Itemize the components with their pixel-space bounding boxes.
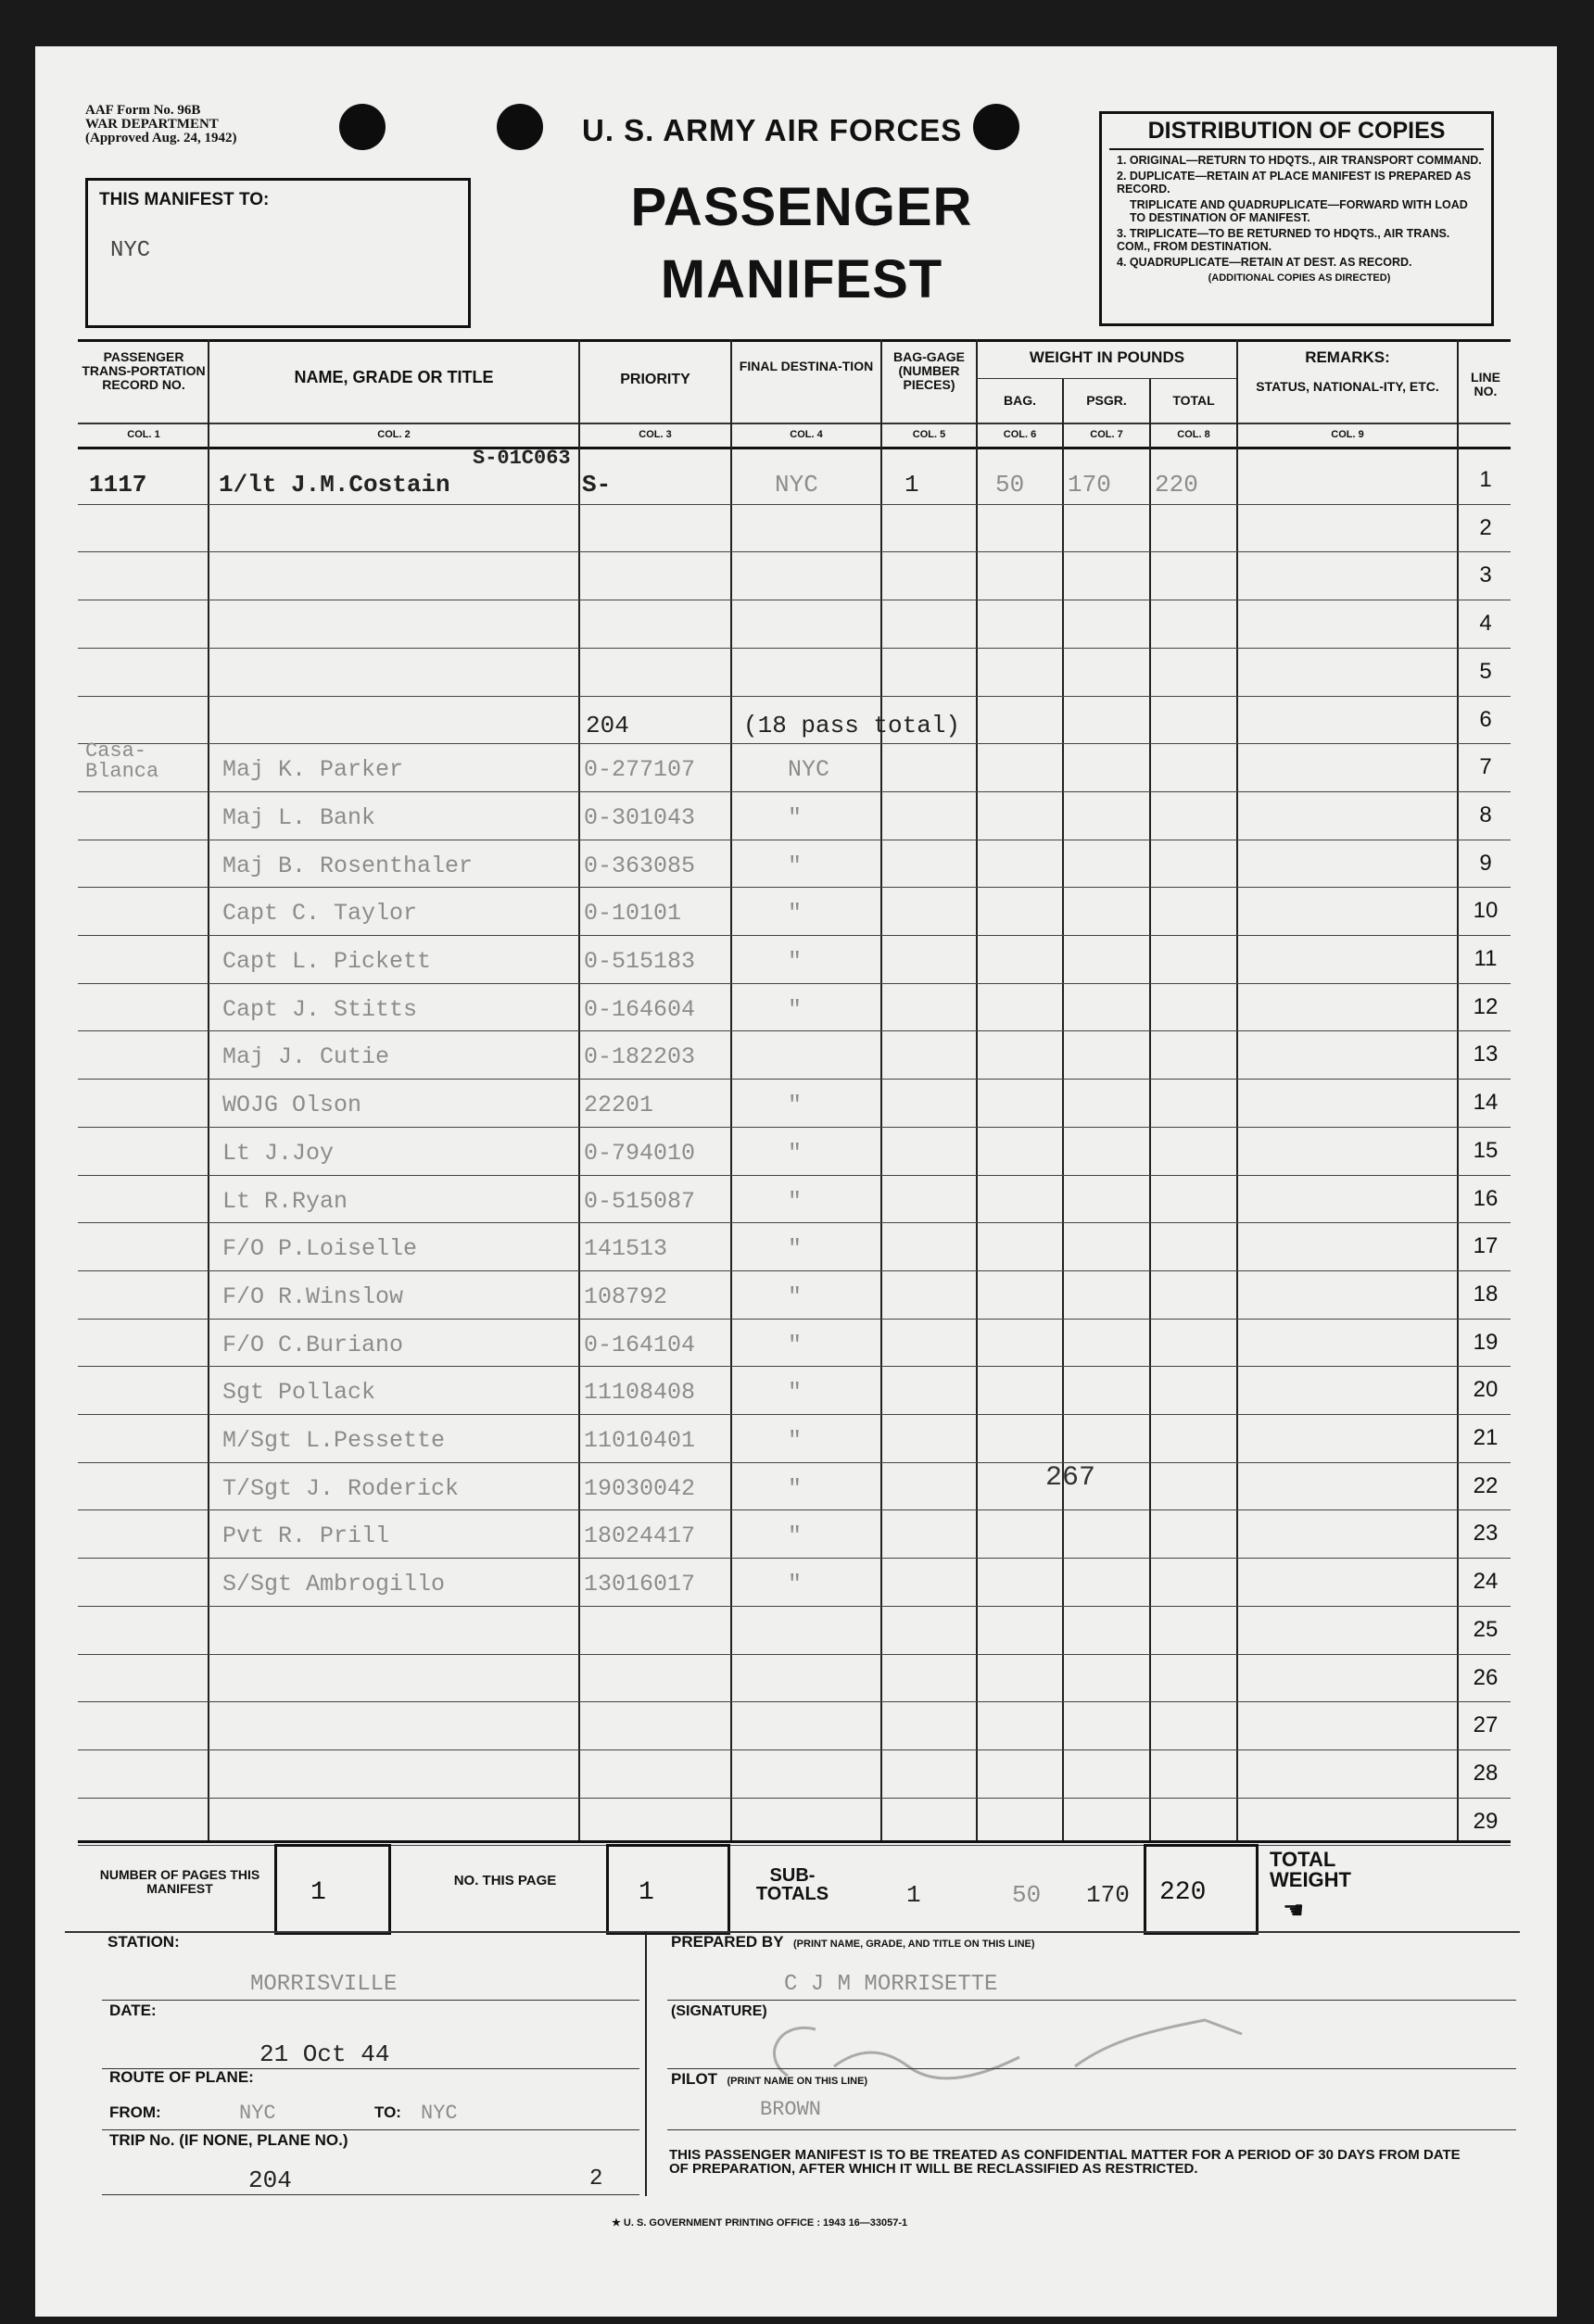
row-line — [78, 1558, 1511, 1559]
row-line — [78, 791, 1511, 792]
passenger-name: F/O R.Winslow — [222, 1282, 404, 1310]
line-number: 6 — [1479, 706, 1492, 732]
trip-note-priority: 204 — [586, 712, 629, 739]
form-info — [85, 104, 237, 145]
distribution-item: 1. ORIGINAL—RETURN TO HDQTS., AIR TRANSPORT COMMAND. — [1117, 154, 1482, 167]
row-line — [78, 696, 1511, 697]
passenger-destination: " — [788, 803, 803, 831]
header-divider — [78, 423, 1511, 424]
row-line — [78, 1127, 1511, 1128]
pilot-block — [671, 2070, 867, 2089]
passenger-destination: " — [788, 852, 803, 879]
passenger-priority: 0-182203 — [584, 1043, 696, 1071]
line-number: 22 — [1473, 1472, 1499, 1498]
distribution-item: 2. DUPLICATE—RETAIN AT PLACE MANIFEST IS PREPARED AS RECORD. — [1117, 170, 1472, 196]
row1-record-no: 1117 — [89, 471, 147, 499]
passenger-destination: " — [788, 900, 803, 928]
this-page-value: 1 — [639, 1878, 654, 1907]
to-label: TO: — [374, 2103, 401, 2121]
pilot-label: PILOT — [671, 2070, 718, 2088]
row-line — [78, 504, 1511, 505]
line-number: 2 — [1479, 514, 1492, 540]
route-label: ROUTE OF PLANE: — [109, 2068, 254, 2086]
line-number: 20 — [1473, 1377, 1499, 1403]
col-divider — [1236, 339, 1238, 1840]
header-col4: FINAL DESTINA-TION — [739, 359, 874, 373]
total-weight-label: TOTAL WEIGHT — [1270, 1848, 1351, 1891]
origin-note-line: Blanca — [85, 760, 159, 783]
line-number: 14 — [1473, 1090, 1499, 1116]
passenger-name: F/O P.Loiselle — [222, 1235, 418, 1263]
line-number: 24 — [1473, 1569, 1499, 1595]
col-number: COL. 5 — [912, 429, 946, 440]
col-divider — [208, 339, 209, 1840]
signature-line — [667, 2068, 1516, 2069]
distribution-item: 3. TRIPLICATE—TO BE RETURNED TO HDQTS., AIR TRANS. COM., FROM DESTINATION. — [1117, 227, 1450, 253]
manifest-to-value: NYC — [110, 238, 151, 263]
pages-value: 1 — [310, 1878, 326, 1907]
agency-title: U. S. ARMY AIR FORCES — [582, 113, 963, 147]
passenger-name: Lt J.Joy — [222, 1139, 335, 1167]
col-number: COL. 2 — [377, 429, 411, 440]
row-line — [78, 1030, 1511, 1031]
row1-priority: S- — [582, 471, 612, 499]
passenger-priority: 108792 — [584, 1282, 668, 1310]
passenger-priority: 13016017 — [584, 1571, 696, 1598]
footer-col-divider — [645, 1931, 647, 2196]
passenger-destination: " — [788, 1187, 803, 1215]
row-line — [78, 1462, 1511, 1463]
line-number: 27 — [1473, 1712, 1499, 1738]
distribution-item: TRIPLICATE AND QUADRUPLICATE—FORWARD WITH LOAD TO DESTINATION OF MANIFEST. — [1130, 198, 1468, 224]
line-number: 23 — [1473, 1521, 1499, 1547]
line-number: 17 — [1473, 1233, 1499, 1259]
row-line — [78, 935, 1511, 936]
title-passenger: PASSENGER — [630, 177, 973, 237]
row1-bag-weight: 50 — [995, 471, 1025, 499]
row-line — [78, 1175, 1511, 1176]
prepared-label: PREPARED BY — [671, 1933, 784, 1951]
line-number: 21 — [1473, 1425, 1499, 1450]
passenger-priority: 0-164604 — [584, 995, 696, 1023]
manifest-to-box — [85, 178, 471, 328]
station-label: STATION: — [108, 1933, 180, 1951]
row-line — [78, 1222, 1511, 1223]
trip-label: TRIP No. (IF NONE, PLANE NO.) — [109, 2131, 348, 2149]
col-number: COL. 8 — [1177, 429, 1210, 440]
col-divider — [1457, 339, 1459, 1840]
row1-destination: NYC — [775, 471, 818, 499]
line-number: 5 — [1479, 658, 1492, 684]
line-number: 15 — [1473, 1137, 1499, 1163]
passenger-priority: 0-363085 — [584, 852, 696, 879]
passenger-destination: " — [788, 995, 803, 1023]
passenger-destination: " — [788, 1474, 803, 1502]
trip-value: 204 — [248, 2166, 292, 2194]
weight-subheader-line — [976, 378, 1236, 379]
row-line — [78, 983, 1511, 984]
trip-line — [102, 2194, 639, 2195]
row-line — [78, 1798, 1511, 1799]
passenger-name: S/Sgt Ambrogillo — [222, 1571, 446, 1598]
col-divider — [730, 339, 732, 1840]
passenger-name: F/O C.Buriano — [222, 1331, 404, 1358]
manifest-to-label: THIS MANIFEST TO: — [99, 190, 270, 209]
header-line-no: LINE NO. — [1471, 370, 1500, 398]
passenger-destination: " — [788, 948, 803, 975]
col-number: COL. 6 — [1003, 429, 1037, 440]
form-department: WAR DEPARTMENT — [85, 117, 219, 132]
row-line — [78, 1414, 1511, 1415]
row1-serial: S-01C063 — [473, 447, 571, 470]
line-number: 3 — [1479, 562, 1492, 588]
passenger-destination: " — [788, 1427, 803, 1454]
line-number: 13 — [1473, 1042, 1499, 1067]
passenger-priority: 0-301043 — [584, 803, 696, 831]
row-line — [78, 1509, 1511, 1510]
header-col5: BAG-GAGE (NUMBER PIECES) — [893, 349, 965, 392]
line-number: 26 — [1473, 1664, 1499, 1690]
passenger-priority: 19030042 — [584, 1474, 696, 1502]
col-number: COL. 3 — [639, 429, 672, 440]
header-col8: TOTAL — [1172, 393, 1215, 408]
passenger-name: Capt C. Taylor — [222, 900, 418, 928]
row-line — [78, 1749, 1511, 1750]
pointing-hand-icon: ☚ — [1283, 1896, 1305, 1924]
header-col2: NAME, GRADE OR TITLE — [294, 368, 494, 386]
row-line — [78, 887, 1511, 888]
line-number: 19 — [1473, 1329, 1499, 1355]
passenger-destination: " — [788, 1092, 803, 1119]
prepared-note: (PRINT NAME, GRADE, AND TITLE ON THIS LINE) — [793, 1939, 1035, 1950]
passenger-name: WOJG Olson — [222, 1092, 362, 1119]
col-divider — [1149, 378, 1151, 1840]
header-col6: BAG. — [1004, 393, 1036, 408]
this-page-box — [606, 1844, 730, 1935]
header-col9: STATUS, NATIONAL-ITY, ETC. — [1256, 379, 1439, 394]
colnum-divider — [78, 447, 1511, 449]
pilot-line — [667, 2129, 1516, 2130]
subtotal-bag: 50 — [1012, 1881, 1042, 1909]
passenger-name: Maj L. Bank — [222, 803, 376, 831]
line-number: 9 — [1479, 850, 1492, 876]
passenger-priority: 0-10101 — [584, 900, 682, 928]
line-number: 10 — [1473, 898, 1499, 924]
row-line — [78, 1366, 1511, 1367]
row1-name: 1/lt J.M.Costain — [219, 471, 450, 499]
header-weight: WEIGHT IN POUNDS — [1029, 348, 1185, 366]
line-number: 16 — [1473, 1185, 1499, 1211]
pages-box — [274, 1844, 391, 1935]
passenger-destination: " — [788, 1522, 803, 1550]
subtotals-label: SUB-TOTALS — [755, 1865, 829, 1904]
prepared-line — [667, 2000, 1516, 2001]
row-line — [78, 1319, 1511, 1320]
passenger-priority: 0-515087 — [584, 1187, 696, 1215]
passenger-name: T/Sgt J. Roderick — [222, 1474, 460, 1502]
origin-note — [85, 741, 158, 782]
passenger-priority: 11010401 — [584, 1427, 696, 1454]
passenger-priority: 0-277107 — [584, 756, 696, 784]
row1-psgr-weight: 170 — [1068, 471, 1111, 499]
signature-label: (SIGNATURE) — [671, 2003, 767, 2019]
from-value: NYC — [239, 2102, 276, 2125]
col-number: COL. 4 — [790, 429, 823, 440]
line-number: 4 — [1479, 611, 1492, 637]
passenger-priority: 0-164104 — [584, 1331, 696, 1358]
row-line — [78, 1270, 1511, 1271]
origin-note-line: Casa- — [85, 739, 147, 763]
distribution-divider — [1109, 148, 1484, 150]
trip-note-destination: (18 pass total) — [743, 712, 961, 739]
table-bottom-border — [78, 1840, 1511, 1843]
trip-extra: 2 — [589, 2166, 603, 2191]
total-box — [1144, 1844, 1259, 1935]
table-top-border — [78, 339, 1511, 342]
row-line — [78, 551, 1511, 552]
passenger-name: M/Sgt L.Pessette — [222, 1427, 446, 1454]
station-line — [102, 2000, 639, 2001]
row-line — [78, 1654, 1511, 1655]
passenger-name: Maj K. Parker — [222, 756, 404, 784]
passenger-destination: NYC — [788, 756, 830, 784]
line-number: 7 — [1479, 754, 1492, 780]
this-page-label: NO. THIS PAGE — [453, 1873, 557, 1888]
line-number: 12 — [1473, 993, 1499, 1019]
punch-hole-1 — [339, 104, 386, 150]
row-line — [78, 1079, 1511, 1080]
col-number: COL. 7 — [1090, 429, 1123, 440]
confidential-notice: THIS PASSENGER MANIFEST IS TO BE TREATED AS CONFIDENTIAL MATTER FOR A PERIOD OF 30 DAYS FROM DATE OF PREPARATION, AFTER WHICH IT WILL BE RECLASSIFIED AS RESTRICTED. — [669, 2147, 1461, 2177]
pilot-note: (PRINT NAME ON THIS LINE) — [727, 2076, 868, 2087]
distribution-title: DISTRIBUTION OF COPIES — [1147, 118, 1446, 144]
passenger-name: Capt L. Pickett — [222, 948, 432, 975]
passenger-name: Maj B. Rosenthaler — [222, 852, 474, 879]
date-value: 21 Oct 44 — [259, 2040, 390, 2068]
subtotal-baggage: 1 — [906, 1881, 921, 1909]
row-line — [78, 743, 1511, 744]
line-number: 29 — [1473, 1808, 1499, 1834]
passenger-priority: 0-515183 — [584, 948, 696, 975]
col-number: COL. 9 — [1331, 429, 1364, 440]
from-label: FROM: — [109, 2103, 161, 2121]
line-number: 11 — [1474, 946, 1498, 971]
col-divider — [1062, 378, 1064, 1840]
row1-total-weight: 220 — [1155, 471, 1198, 499]
row-line — [78, 1606, 1511, 1607]
handwritten-total: 267 — [1045, 1462, 1096, 1494]
col-divider — [976, 339, 978, 1840]
line-number: 1 — [1479, 467, 1492, 492]
prepared-value: C J M MORRISETTE — [784, 1972, 998, 1997]
passenger-name: Pvt R. Prill — [222, 1522, 390, 1550]
passenger-priority: 22201 — [584, 1092, 654, 1119]
form-approved: (Approved Aug. 24, 1942) — [85, 131, 237, 145]
passenger-priority: 141513 — [584, 1235, 668, 1263]
passenger-priority: 0-794010 — [584, 1139, 696, 1167]
distribution-item: 4. QUADRUPLICATE—RETAIN AT DEST. AS RECORD. — [1117, 256, 1412, 269]
printer-line — [612, 2217, 907, 2229]
to-value: NYC — [421, 2102, 458, 2125]
title-manifest: MANIFEST — [660, 249, 943, 309]
passenger-priority: 11108408 — [584, 1379, 696, 1407]
subtotal-psgr: 170 — [1086, 1881, 1130, 1909]
distribution-box — [1099, 111, 1494, 326]
station-value: MORRISVILLE — [250, 1972, 398, 1997]
star-icon: ★ — [612, 2217, 624, 2229]
passenger-destination: " — [788, 1331, 803, 1358]
header-col3: PRIORITY — [620, 372, 690, 387]
pilot-value: BROWN — [760, 2098, 822, 2121]
col-divider — [880, 339, 882, 1840]
printer-text: U. S. GOVERNMENT PRINTING OFFICE : 1943 16—33057-1 — [623, 2217, 908, 2229]
distribution-item: (ADDITIONAL COPIES AS DIRECTED) — [1208, 272, 1391, 284]
row-line — [78, 1701, 1511, 1702]
header-remarks: REMARKS: — [1305, 348, 1390, 366]
passenger-name: Maj J. Cutie — [222, 1043, 390, 1071]
line-number: 18 — [1473, 1281, 1499, 1307]
passenger-destination: " — [788, 1571, 803, 1598]
row1-baggage: 1 — [905, 471, 919, 499]
passenger-destination: " — [788, 1379, 803, 1407]
header-col1: PASSENGER TRANS-PORTATION RECORD NO. — [82, 349, 206, 392]
punch-hole-2 — [497, 104, 543, 150]
subtotal-total: 220 — [1159, 1878, 1207, 1907]
header-col7: PSGR. — [1086, 393, 1127, 408]
line-number: 8 — [1479, 802, 1492, 827]
passenger-name: Lt R.Ryan — [222, 1187, 348, 1215]
col-divider — [578, 339, 580, 1840]
line-number: 28 — [1473, 1760, 1499, 1786]
passenger-destination: " — [788, 1235, 803, 1263]
col-number: COL. 1 — [127, 429, 160, 440]
form-number: AAF Form No. 96B — [85, 103, 201, 118]
row-line — [78, 648, 1511, 649]
prepared-block — [671, 1933, 1035, 1951]
punch-hole-3 — [973, 104, 1019, 150]
passenger-name: Sgt Pollack — [222, 1379, 376, 1407]
passenger-priority: 18024417 — [584, 1522, 696, 1550]
route-line — [102, 2129, 639, 2130]
pages-label: NUMBER OF PAGES THIS MANIFEST — [99, 1867, 260, 1896]
date-label: DATE: — [109, 2002, 157, 2019]
passenger-destination: " — [788, 1282, 803, 1310]
passenger-name: Capt J. Stitts — [222, 995, 418, 1023]
passenger-destination: " — [788, 1139, 803, 1167]
line-number: 25 — [1473, 1616, 1499, 1642]
